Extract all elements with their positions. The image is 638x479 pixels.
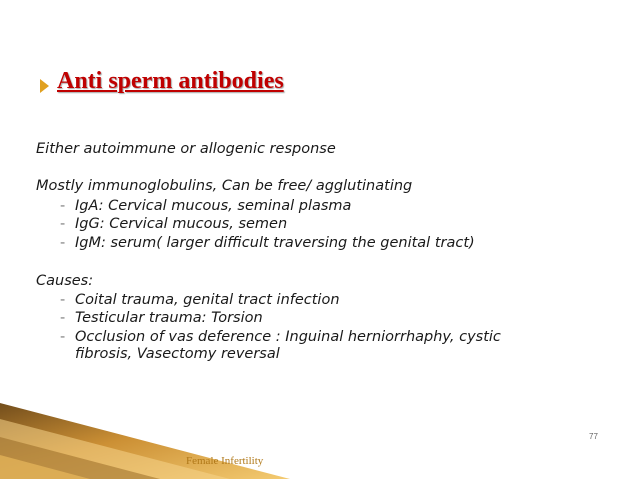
bullet-arrow-icon — [40, 79, 49, 93]
list-item-iga: - IgA: Cervical mucous, seminal plasma — [60, 198, 352, 214]
list-item-igg: - IgG: Cervical mucous, semen — [60, 216, 288, 232]
footer-text: Female Infertility — [186, 455, 264, 467]
list-item-cause: - Testicular trauma: Torsion — [60, 310, 263, 326]
causes-label: Causes: — [36, 273, 94, 289]
response-line: Either autoimmune or allogenic response — [36, 141, 336, 157]
cause-continuation: fibrosis, Vasectomy reversal — [75, 346, 280, 362]
list-item-cause: - Occlusion of vas deference : Inguinal herniorrhaphy, cystic — [60, 329, 501, 345]
immunoglobulins-line: Mostly immunoglobulins, Can be free/ agglutinating — [36, 178, 413, 194]
slide-title: Anti sperm antibodies — [57, 68, 284, 94]
page-number: 77 — [589, 432, 598, 441]
list-item-igm: - IgM: serum( larger difficult traversing the genital tract) — [60, 235, 475, 251]
list-item-cause: - Coital trauma, genital tract infection — [60, 292, 340, 308]
